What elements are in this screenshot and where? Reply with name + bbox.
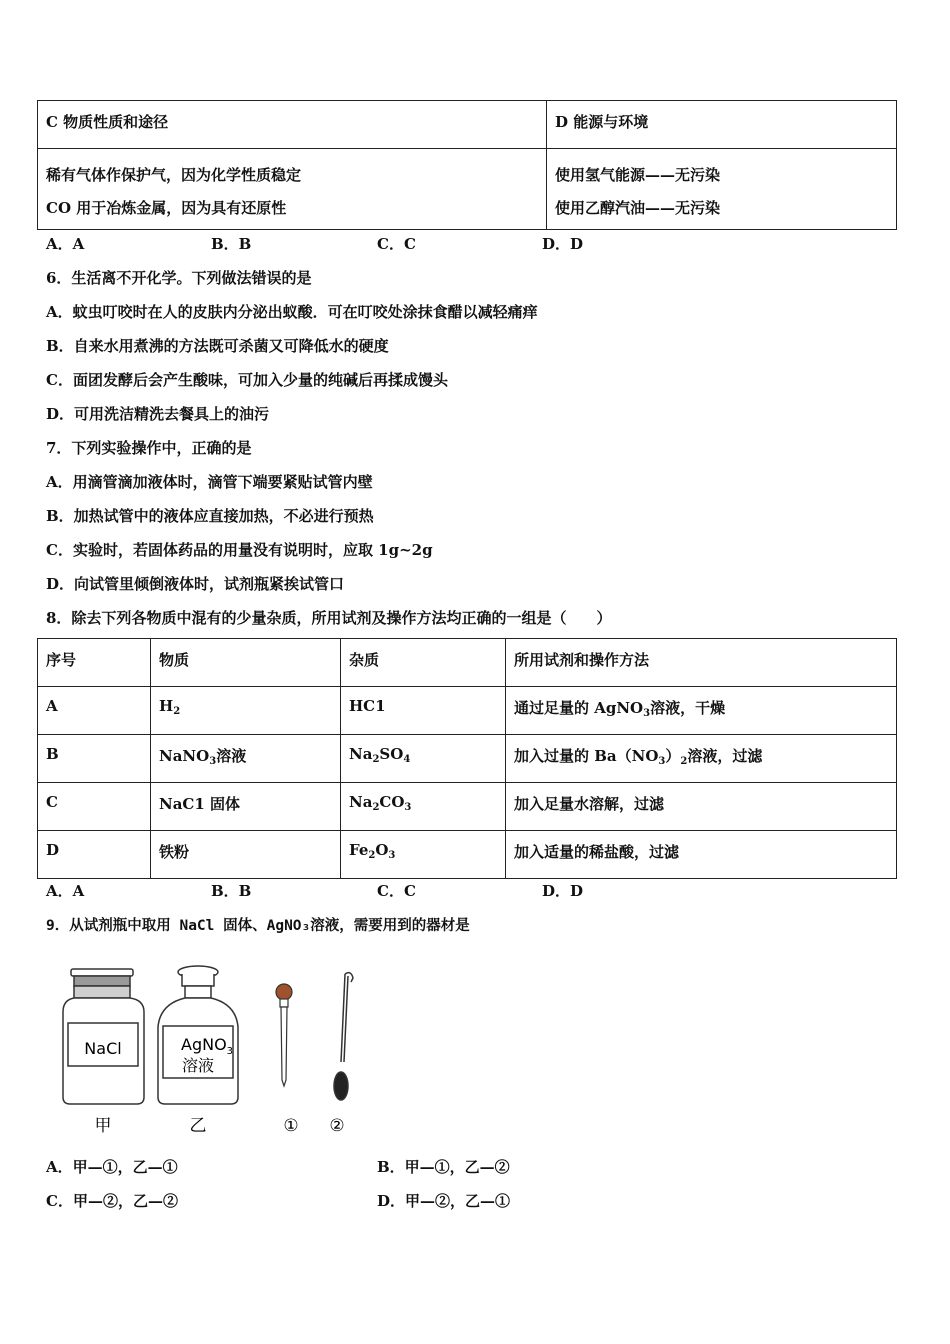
bottle-yi-label-solution: 溶液 <box>181 1056 215 1075</box>
q5-option-b: B．B <box>211 235 252 253</box>
q6-option-d: D．可用洗洁精洗去餐具上的油污 <box>46 405 270 423</box>
q8-row-c-id: C <box>38 783 151 831</box>
q8-row-a-method: 通过足量的 AgNO$_3$溶液，干燥 <box>506 687 897 735</box>
q6-option-b: B．自来水用煮沸的方法既可杀菌又可降低水的硬度 <box>46 337 389 355</box>
wide-mouth-bottle-icon <box>63 969 144 1104</box>
q8-option-d: D．D <box>542 882 584 900</box>
q5-option-a: A．A <box>46 235 85 253</box>
q9-option-c: C．甲—②，乙—② <box>46 1192 178 1210</box>
q5-option-d: D．D <box>542 235 584 253</box>
bottle-yi-label-formula: AgNO$_3$ <box>181 1035 234 1057</box>
medicine-spoon-icon <box>334 973 353 1100</box>
table-row <box>38 735 897 783</box>
q6-option-a: A．蚊虫叮咬时在人的皮肤内分泌出蚁酸．可在叮咬处涂抹食醋以减轻痛痒 <box>46 303 538 321</box>
q8-header-substance: 物质 <box>151 639 341 687</box>
q9-stem: 9．从试剂瓶中取用 NaCl 固体、AgNO₃溶液，需要用到的器材是 <box>46 918 470 934</box>
c-line-1: 稀有气体作保护气，因为化学性质稳定 <box>46 166 302 184</box>
q8-option-b: B．B <box>211 882 252 900</box>
q5-option-c: C．C <box>377 235 416 253</box>
table-row <box>38 831 897 879</box>
q8-row-c-impurity: $Na_2CO_3$ <box>341 783 506 831</box>
q8-option-c: C．C <box>377 882 416 900</box>
q7-option-b: B．加热试管中的液体应直接加热，不必进行预热 <box>46 507 374 525</box>
d-line-2: 使用乙醇汽油——无污染 <box>555 199 721 217</box>
caption-spoon: ② <box>329 1116 345 1136</box>
d-header: D 能源与环境 <box>547 101 897 149</box>
c-content <box>38 149 547 230</box>
q7-option-c: C．实验时，若固体药品的用量没有说明时，应取 1g~2g <box>46 541 433 559</box>
table-c-d <box>37 100 897 230</box>
table-row <box>38 687 897 735</box>
q6-option-c: C．面团发酵后会产生酸味，可加入少量的纯碱后再揉成馒头 <box>46 371 448 389</box>
table-row <box>38 783 897 831</box>
q8-header-method: 所用试剂和操作方法 <box>506 639 897 687</box>
bottle-jia-label: NaCl <box>84 1039 122 1058</box>
q9-option-d: D．甲—②，乙—① <box>377 1192 511 1210</box>
q8-header-impurity: 杂质 <box>341 639 506 687</box>
q8-stem: 8．除去下列各物质中混有的少量杂质，所用试剂及操作方法均正确的一组是（ ） <box>46 609 612 627</box>
q7-stem: 7．下列实验操作中，正确的是 <box>46 439 252 457</box>
q8-row-d-impurity: $Fe_2O_3$ <box>341 831 506 879</box>
d-line-1: 使用氢气能源——无污染 <box>555 166 721 184</box>
dropper-icon <box>276 984 292 1086</box>
caption-dropper: ① <box>283 1116 299 1136</box>
q8-row-c-method: 加入足量水溶解，过滤 <box>506 783 897 831</box>
q8-row-a-impurity: HC1 <box>341 687 506 735</box>
q6-stem: 6．生活离不开化学。下列做法错误的是 <box>46 269 312 287</box>
caption-yi: 乙 <box>189 1116 207 1136</box>
q8-row-d-id: D <box>38 831 151 879</box>
d-content <box>547 149 897 230</box>
q8-row-b-method: 加入过量的 $Ba(NO_3)_2$溶液，过滤 <box>506 735 897 783</box>
q8-row-b-impurity: $Na_2SO_4$ <box>341 735 506 783</box>
apparatus-figure <box>55 962 375 1142</box>
q8-row-b-substance: NaNO$_3$溶液 <box>151 735 341 783</box>
q8-row-d-method: 加入适量的稀盐酸，过滤 <box>506 831 897 879</box>
q8-row-d-substance: 铁粉 <box>151 831 341 879</box>
q9-option-a: A．甲—①，乙—① <box>46 1158 178 1176</box>
c-line-2: CO 用于冶炼金属，因为具有还原性 <box>46 199 287 217</box>
q7-option-d: D．向试管里倾倒液体时，试剂瓶紧挨试管口 <box>46 575 345 593</box>
c-header: C 物质性质和途径 <box>38 101 547 149</box>
q8-row-c-substance: NaC1 固体 <box>151 783 341 831</box>
q8-header-id: 序号 <box>38 639 151 687</box>
q9-option-b: B．甲—①，乙—② <box>377 1158 510 1176</box>
q8-row-a-id: A <box>38 687 151 735</box>
q8-row-a-substance: $H_2$ <box>151 687 341 735</box>
caption-jia: 甲 <box>94 1116 112 1136</box>
table-q8 <box>37 638 897 879</box>
q8-row-b-id: B <box>38 735 151 783</box>
q8-option-a: A．A <box>46 882 85 900</box>
q7-option-a: A．用滴管滴加液体时，滴管下端要紧贴试管内壁 <box>46 473 373 491</box>
